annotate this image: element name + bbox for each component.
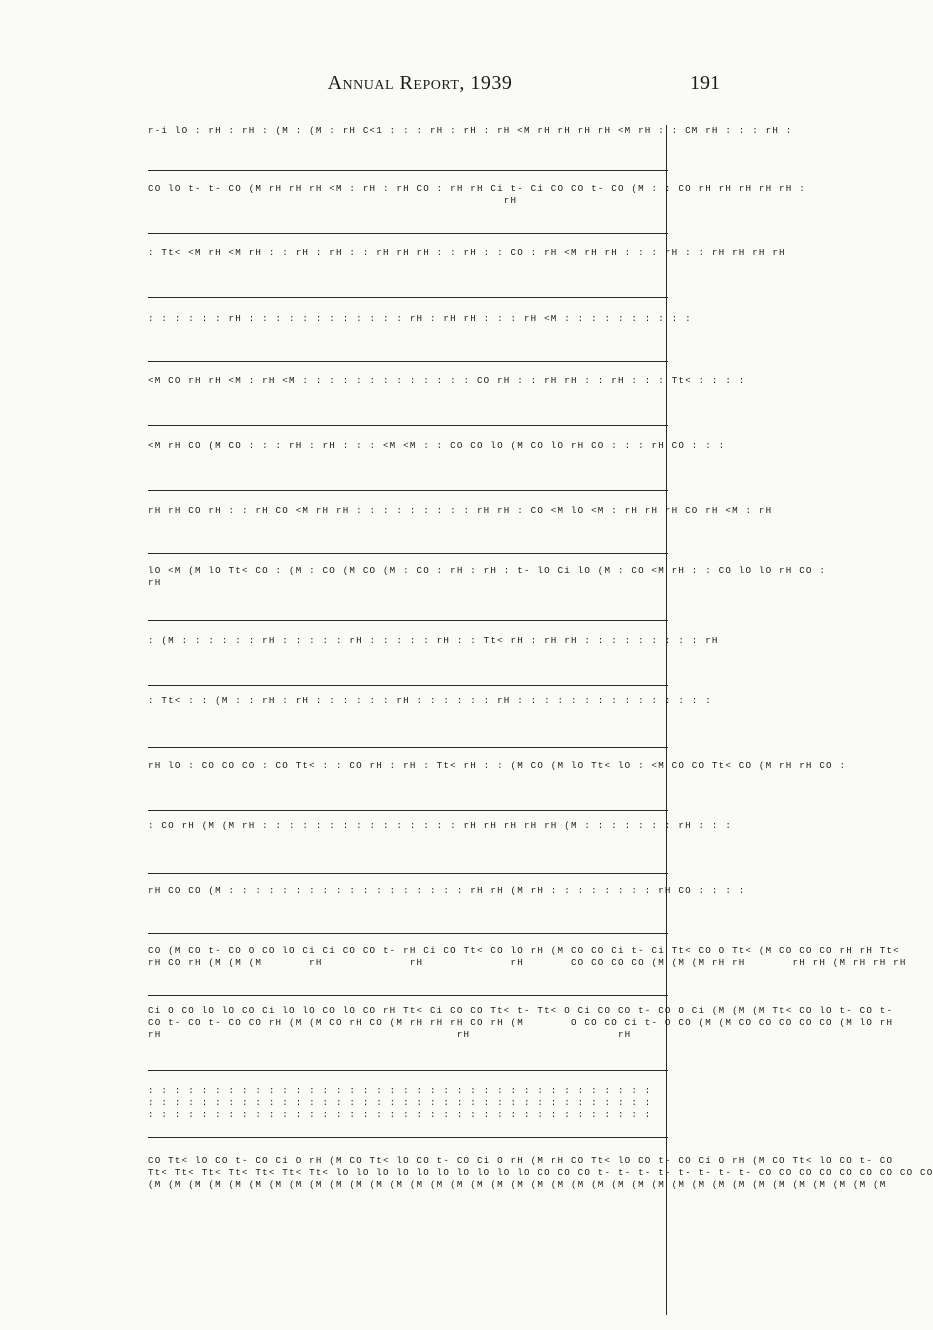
table-row-text: r-i lO : rH : rH : (M : (M : rH C<1 : : : rH : rH : rH <M rH rH rH rH <M rH : : CM rH : : : rH :: [148, 125, 793, 136]
running-header: [120, 72, 720, 102]
row-separator: [148, 553, 668, 554]
table-row-text: CO (M CO t- CO O CO lO Ci Ci CO CO t- rH Ci CO Tt< CO lO rH (M CO CO Ci t- Ci Tt< CO O Tt< (M CO CO CO rH rH Tt<: [148, 945, 900, 956]
row-separator: [148, 873, 668, 874]
table-row-text: rH rH CO rH : : rH CO <M rH rH : : : : : : : : : rH rH : CO <M lO <M : rH rH rH CO rH <M : rH: [148, 505, 773, 516]
page-number: 191: [690, 72, 720, 94]
row-separator: [148, 1137, 668, 1138]
table-row-text: Tt< Tt< Tt< Tt< Tt< Tt< Tt< lO lO lO lO lO lO lO lO lO lO CO CO CO t- t- t- t- t- t- t- t- CO CO CO CO CO CO CO CO CO: [148, 1167, 933, 1178]
row-separator: [148, 685, 668, 686]
row-separator: [148, 995, 668, 996]
report-title: Annual Report, 1939: [327, 72, 513, 94]
rotated-data-table: [148, 125, 933, 1315]
table-row-text: <M CO rH rH <M : rH <M : : : : : : : : : : : : : CO rH : : rH rH : : rH : : : Tt< : : : :: [148, 375, 746, 386]
row-separator: [148, 933, 668, 934]
table-row-text: : : : : : : : : : : : : : : : : : : : : : : : : : : : : : : : : : : : : : :: [148, 1097, 652, 1108]
table-row-text: CO lO t- t- CO (M rH rH rH <M : rH : rH CO : rH rH Ci t- Ci CO CO t- CO (M : : CO rH rH rH rH rH :: [148, 183, 806, 194]
row-separator: [148, 425, 668, 426]
table-row-text: : Tt< <M rH <M rH : : rH : rH : : rH rH rH : : rH : : CO : rH <M rH rH : : : rH : : rH rH rH rH: [148, 247, 786, 258]
table-row-text: : : : : : : rH : : : : : : : : : : : : rH : rH rH : : : rH <M : : : : : : : : : :: [148, 313, 692, 324]
table-row-text: rH CO CO (M : : : : : : : : : : : : : : : : : : rH rH (M rH : : : : : : : : rH CO : : : :: [148, 885, 746, 896]
row-separator: [148, 490, 668, 491]
table-row-text: <M rH CO (M CO : : : rH : rH : : : <M <M : : CO CO lO (M CO lO rH CO : : : rH CO : : :: [148, 440, 726, 451]
table-row-text: lO <M (M lO Tt< CO : (M : CO (M CO (M : CO : rH : rH : t- lO Ci lO (M : CO <M rH : : CO lO lO rH CO :: [148, 565, 827, 576]
table-row-text: rH lO : CO CO CO : CO Tt< : : CO rH : rH : Tt< rH : : (M CO (M lO Tt< lO : <M CO CO Tt< CO (M rH rH CO :: [148, 760, 847, 771]
table-row-text: CO t- CO t- CO CO rH (M (M CO rH CO (M rH rH rH CO rH (M O CO CO Ci t- O CO (M (M CO CO CO CO CO (M lO rH: [148, 1017, 894, 1028]
table-row-text: rH CO rH (M (M (M rH rH rH CO CO CO CO (M (M (M rH rH rH rH (M rH rH rH: [148, 957, 907, 968]
row-separator: [148, 747, 668, 748]
row-separator: [148, 233, 668, 234]
row-separator: [148, 361, 668, 362]
table-row-text: : : : : : : : : : : : : : : : : : : : : : : : : : : : : : : : : : : : : : :: [148, 1109, 652, 1120]
row-separator: [148, 297, 668, 298]
table-row-text: rH rH rH: [148, 1029, 632, 1040]
row-separator: [148, 1070, 668, 1071]
table-row-text: : : : : : : : : : : : : : : : : : : : : : : : : : : : : : : : : : : : : : :: [148, 1085, 652, 1096]
table-row-text: (M (M (M (M (M (M (M (M (M (M (M (M (M (M (M (M (M (M (M (M (M (M (M (M (M (M (M (M (M (M (M (M (M (M (M (M (M: [148, 1179, 887, 1190]
table-row-text: rH: [148, 195, 518, 206]
table-row-text: Ci O CO lO lO CO Ci lO lO CO lO CO rH Tt< Ci CO CO Tt< t- Tt< O Ci CO CO t- CO O Ci (M (M (M Tt< CO lO t- CO t-: [148, 1005, 894, 1016]
table-row-text: rH: [148, 577, 162, 588]
table-row-text: : (M : : : : : : rH : : : : : rH : : : : : rH : : Tt< rH : rH rH : : : : : : : : : rH: [148, 635, 719, 646]
row-separator: [148, 810, 668, 811]
table-row-text: CO Tt< lO CO t- CO Ci O rH (M CO Tt< lO CO t- CO Ci O rH (M rH CO Tt< lO CO t- CO Ci O rH (M CO Tt< lO CO t- CO: [148, 1155, 894, 1166]
row-separator: [148, 170, 668, 171]
row-separator: [148, 620, 668, 621]
table-row-text: : CO rH (M (M rH : : : : : : : : : : : : : : : rH rH rH rH rH (M : : : : : : : rH : : :: [148, 820, 733, 831]
table-row-text: : Tt< : : (M : : rH : rH : : : : : : rH : : : : : : rH : : : : : : : : : : : : : : :: [148, 695, 712, 706]
